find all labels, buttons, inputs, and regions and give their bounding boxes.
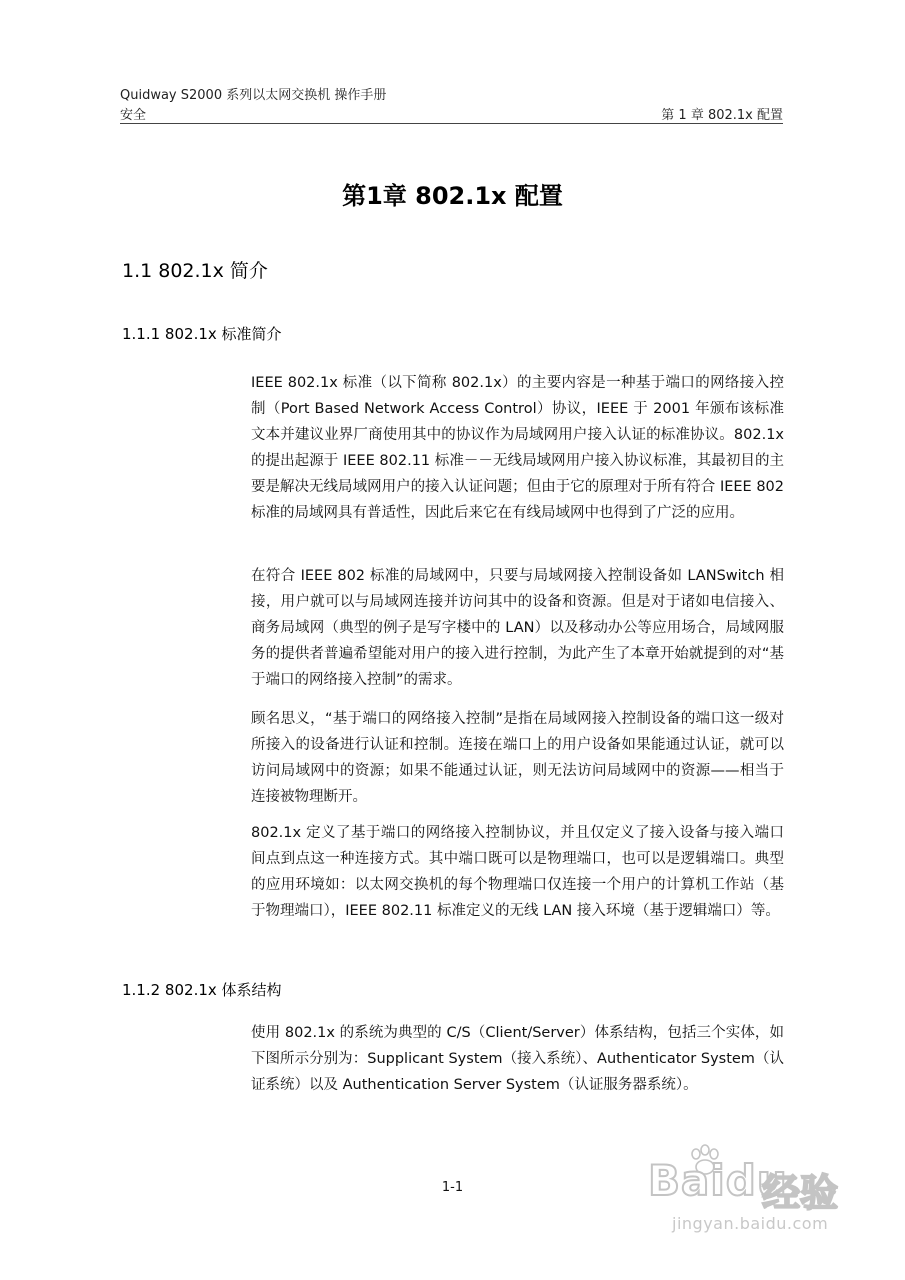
running-header-right: 第 1 章 802.1x 配置 xyxy=(661,108,783,123)
watermark-title: 经验 xyxy=(762,1171,839,1215)
header-divider xyxy=(120,123,783,124)
running-header-title: Quidway S2000 系列以太网交换机 操作手册 xyxy=(120,88,387,103)
watermark-url: jingyan.baidu.com xyxy=(672,1214,829,1233)
section-heading: 1.1 802.1x 简介 xyxy=(122,260,268,282)
body-paragraph: 顾名思义，“基于端口的网络接入控制”是指在局域网接入控制设备的端口这一级对所接入的设备进行认证和控制。连接在端口上的用户设备如果能通过认证，就可以访问局域网中的资源；如果不能通过认证，则无法访问局域网中的资源——相当于连接被物理断开。 xyxy=(251,711,784,805)
subsection-heading: 1.1.2 802.1x 体系结构 xyxy=(122,981,282,999)
watermark-logo: Baidu xyxy=(648,1156,788,1205)
body-paragraph: 使用 802.1x 的系统为典型的 C/S（Client/Server）体系结构，包括三个实体，如下图所示分别为：Supplicant System（接入系统）、Authenticator System（认证系统）以及 Authentication Server System（认证服务器系统）。 xyxy=(251,1025,784,1093)
body-paragraph: 在符合 IEEE 802 标准的局域网中，只要与局域网接入控制设备如 LANSwitch 相接，用户就可以与局域网连接并访问其中的设备和资源。但是对于诸如电信接入、商务局域网（典型的例子是写字楼中的 LAN）以及移动办公等应用场合，局域网服务的提供者普遍希望能对用户的接入进行控制，为此产生了本章开始就提到的对“基于端口的网络接入控制”的需求。 xyxy=(251,568,784,688)
baidu-jingyan-watermark xyxy=(640,1140,890,1260)
running-header-row xyxy=(120,104,783,123)
running-header-left: 安全 xyxy=(120,108,147,123)
body-paragraph: 802.1x 定义了基于端口的网络接入控制协议，并且仅定义了接入设备与接入端口间点到点这一种连接方式。其中端口既可以是物理端口，也可以是逻辑端口。典型的应用环境如：以太网交换机的每个物理端口仅连接一个用户的计算机工作站（基于物理端口），IEEE 802.11 标准定义的无线 LAN 接入环境（基于逻辑端口）等。 xyxy=(251,825,784,919)
subsection-heading: 1.1.1 802.1x 标准简介 xyxy=(122,325,282,343)
body-paragraph: IEEE 802.1x 标准（以下简称 802.1x）的主要内容是一种基于端口的网络接入控制（Port Based Network Access Control）协议，IEEE 于 2001 年颁布该标准文本并建议业界厂商使用其中的协议作为局域网用户接入认证的标准协议。802.1x 的提出起源于 IEEE 802.11 标准－－无线局域网用户接入协议标准，其最初目的主要是解决无线局域网用户的接入认证问题；但由于它的原理对于所有符合 IEEE 802 标准的局域网具有普适性，因此后来它在有线局域网中也得到了广泛的应用。 xyxy=(251,375,784,521)
chapter-title: 第1章 802.1x 配置 xyxy=(342,182,563,210)
page-number: 1-1 xyxy=(441,1180,464,1195)
